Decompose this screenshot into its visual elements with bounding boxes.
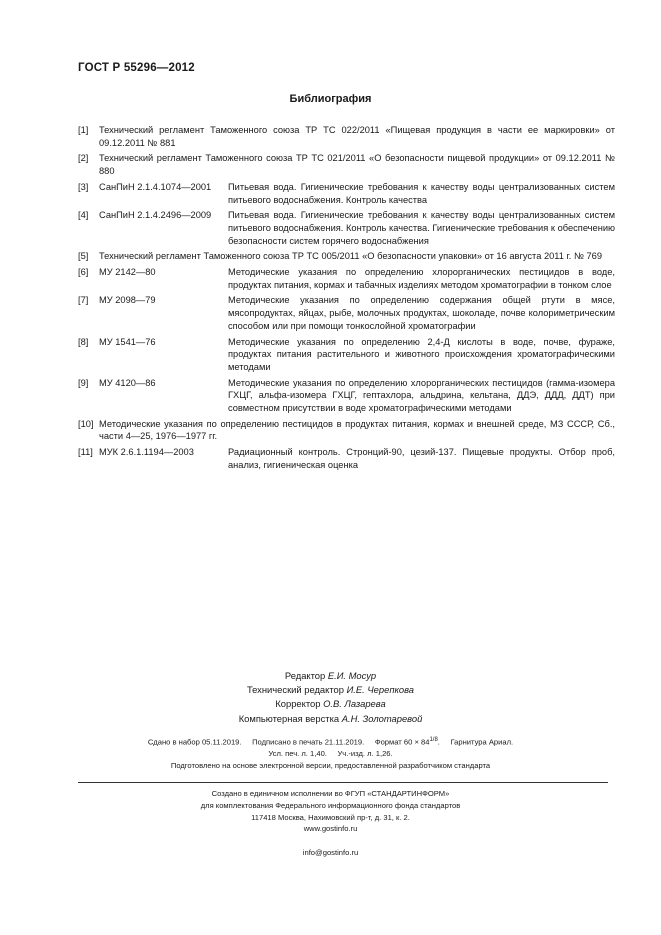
- reference-text: Технический регламент Таможенного союза ТР ТС 005/2011 «О безопасности упаковки» от 16 августа 2011 г. № 769: [99, 251, 603, 262]
- reference-text: Методические указания по определению содержания общей ртути в мясе, мясопродуктах, яйцах, рыбе, молочных продуктах, шоколаде, почве колориметрическим способом или при помощи тонкослойной хроматографии: [228, 295, 615, 331]
- editor-line: [0, 669, 661, 683]
- reference-code: МУК 2.6.1.1194—2003: [99, 447, 194, 458]
- reference-number: [5]: [78, 251, 89, 262]
- reference-item: [78, 446, 615, 471]
- reference-item: [78, 181, 615, 206]
- reference-text: Методические указания по определению хлорорганических пестицидов (гамма-изомера ГХЦГ, альфа-изомера ГХЦГ, гептахлора, альдрина, кельтана, ДДЭ, ДДД, ДДТ) при совместном присутствии в воде хроматографическими методами: [228, 377, 615, 414]
- printed-sheets: Усл. печ. л. 1,40.: [268, 749, 327, 759]
- reference-item: [78, 124, 615, 149]
- layout-label: Компьютерная верстка: [238, 712, 340, 724]
- email-link[interactable]: info@gostinfo.ru: [302, 847, 359, 857]
- reference-item: [78, 336, 615, 374]
- signed-date: Подписано в печать 21.11.2019.: [252, 737, 365, 747]
- layout-name: А.Н. Золотаревой: [341, 712, 423, 724]
- publisher-address: 117418 Москва, Нахимовский пр-т, д. 31, к. 2.: [251, 812, 410, 822]
- section-title: Библиография: [289, 93, 372, 105]
- editor-label: Редактор: [284, 670, 326, 681]
- reference-text: Методические указания по определению хлорорганических пестицидов в воде, продуктах питания, кормах и табачных изделиях методом хроматографии в тонком слое: [228, 267, 615, 290]
- reference-item: [78, 294, 615, 332]
- reference-code: МУ 2142—80: [99, 267, 156, 278]
- reference-number: [4]: [78, 210, 89, 221]
- publisher-line-1: Создано в единичном исполнении во ФГУП «СТАНДАРТИНФОРМ»: [211, 789, 450, 798]
- website-link[interactable]: www.gostinfo.ru: [303, 824, 358, 834]
- reference-item: [78, 250, 615, 263]
- reference-item: [78, 152, 615, 177]
- proofreader-name: О.В. Лазарева: [323, 698, 386, 710]
- tech-editor-label: Технический редактор: [246, 684, 344, 696]
- reference-number: [1]: [78, 125, 89, 135]
- reference-code: МУ 4120—86: [99, 377, 156, 388]
- reference-text: Технический регламент Таможенного союза ТР ТС 021/2011 «О безопасности пищевой продукции» от 09.12.2011 № 880: [99, 153, 615, 177]
- reference-text: Методические указания по определению пестицидов в продуктах питания, кормах и внешней среде, МЗ СССР, Сб., части 4—25, 1976—1977 гг.: [99, 418, 615, 442]
- tech-editor-line: [0, 683, 661, 697]
- reference-number: [10]: [78, 418, 94, 429]
- reference-number: [11]: [78, 447, 93, 458]
- imprint-block: [0, 735, 661, 772]
- prepared-note: Подготовлено на основе электронной версии, предоставленной разработчиком стандарта: [170, 761, 491, 771]
- imprint-line-1: Сдано в набор 05.11.2019. Подписано в печать 21.11.2019. Формат $60 \times 84^{1/8}$. Гарнитура Ариал.: [147, 737, 514, 747]
- publisher-contacts: [0, 823, 661, 858]
- format-value: Формат 60 × 84: [374, 737, 430, 747]
- reference-number: [8]: [78, 336, 89, 347]
- publication-sheets: Уч.-изд. л. 1,26.: [337, 749, 393, 759]
- layout-line: [0, 712, 661, 726]
- reference-number: [2]: [78, 153, 89, 164]
- publisher-block: [0, 788, 661, 859]
- reference-code: СанПиН 2.1.4.1074—2001: [99, 181, 212, 192]
- standard-number: ГОСТ Р 55296—2012: [78, 62, 195, 74]
- reference-item: [78, 266, 615, 291]
- imprint-line-2: [0, 748, 661, 760]
- reference-item: [78, 377, 615, 415]
- reference-text: Технический регламент Таможенного союза ТР ТС 022/2011 «Пищевая продукция в части ее маркировки» от 09.12.2011 № 881: [99, 125, 615, 148]
- reference-number: [6]: [78, 267, 89, 278]
- reference-item: [78, 209, 615, 247]
- reference-code: МУ 2098—79: [99, 295, 156, 306]
- proofreader-line: [0, 697, 661, 711]
- reference-number: [9]: [78, 377, 89, 388]
- reference-text: Методические указания по определению 2,4-Д кислоты в воде, почве, фураже, продуктах питания растительного и животного происхождения хроматографическими методами: [228, 336, 615, 372]
- publisher-line-2: для комплектования Федерального информационного фонда стандартов: [200, 800, 461, 810]
- proofreader-label: Корректор: [275, 698, 321, 710]
- reference-text: Радиационный контроль. Стронций-90, цезий-137. Пищевые продукты. Отбор проб, анализ, гигиеническая оценка: [228, 447, 615, 470]
- typeface: Гарнитура Ариал.: [450, 737, 514, 747]
- format-fraction: 1/8: [429, 737, 438, 743]
- credits-block: [0, 669, 661, 726]
- reference-text: Питьевая вода. Гигиенические требования к качеству воды централизованных систем питьевого водоснабжения. Контроль качества. Гигиенические требования к обеспечению безопасности систем горячего водоснабжения: [228, 210, 615, 246]
- reference-code: МУ 1541—76: [99, 336, 156, 347]
- reference-number: [7]: [78, 295, 89, 306]
- reference-item: [78, 418, 615, 443]
- divider: [78, 782, 608, 783]
- bibliography-list: [78, 124, 615, 475]
- reference-number: [3]: [78, 181, 89, 192]
- reference-text: Питьевая вода. Гигиенические требования к качеству воды централизованных систем питьевого водоснабжения. Контроль качества: [228, 181, 615, 205]
- editor-name: Е.И. Мосур: [327, 670, 377, 681]
- tech-editor-name: И.Е. Черепкова: [346, 684, 415, 696]
- reference-code: СанПиН 2.1.4.2496—2009: [99, 210, 212, 221]
- submitted-date: Сдано в набор 05.11.2019.: [147, 737, 242, 747]
